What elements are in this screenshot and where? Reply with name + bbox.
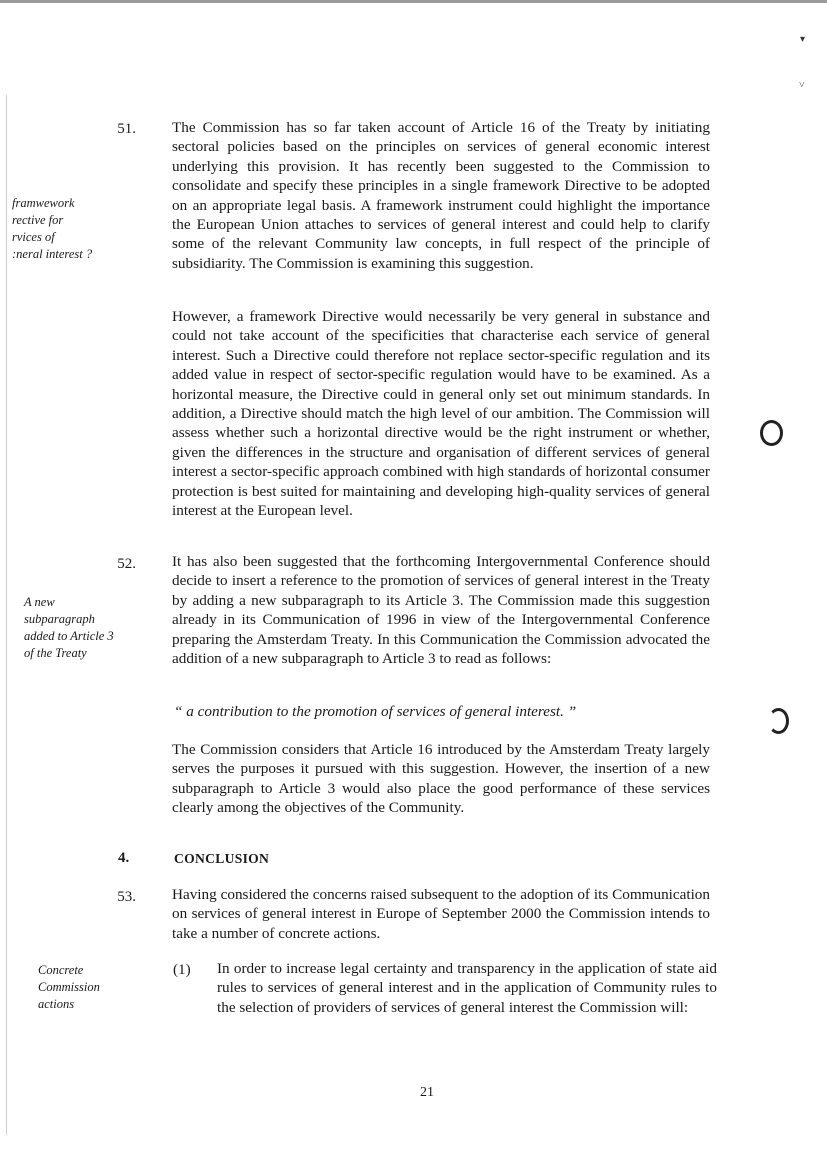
punch-hole-mark — [760, 420, 783, 446]
punch-hole-mark — [768, 708, 789, 734]
margin-note-text: A new subparagraph added to Article 3 of the Treaty — [24, 595, 114, 660]
paragraph-51-continuation: However, a framework Directive would necessarily be very general in substance and could not take account of the specificities that characterise each service of general interest. Such a Directive could therefore not replace sector-specific regulation and its added value in respect of sector-specific regulation would have to be examined. As a horizontal measure, the Directive could in general only set out minimum standards. In addition, a Directive should match the high level of our ambition. The Commission will assess whether such a horizontal directive would be the right instrument or whether, given the differences in the structure and organisation of different services of general interest a sector-specific approach combined with high standards of horizontal consumer protection is best suited for maintaining and developing high-quality services of general interest at the European level. — [172, 308, 710, 520]
paragraph-53-text: Having considered the concerns raised subsequent to the adoption of its Communication on services of general interest in Europe of September 2000 the Commission intends to take a number of concrete actions. — [172, 886, 710, 942]
paragraph-52-text: It has also been suggested that the forthcoming Intergovernmental Conference should decide to insert a reference to the promotion of services of general interest in the Treaty by adding a new subparagraph to its Article 3. The Commission made this suggestion already in its Communication of 1996 in view of the Intergovernmental Conference preparing the Amsterdam Treaty. In this Communication the Commission advocated the addition of a new subparagraph to Article 3 to read as follows: — [172, 553, 710, 668]
page-number: 21 — [420, 1085, 434, 1100]
list-item-marker: (1) — [173, 961, 191, 978]
margin-note-text: Concrete Commission actions — [38, 963, 100, 1011]
paragraph-51-text: The Commission has so far taken account of Article 16 of the Treaty by initiating sectoral policies based on the principles on services of general economic interest underlying this provision. It has recently been suggested to the Commission to consolidate and specify these principles in a single framework Directive to be adopted on an appropriate legal basis. A framework instrument could highlight the importance the European Union attaches to services of general interest and could help to clarify some of the relevant Community law concepts, in full respect of the principle of subsidiarity. The Commission is examining this suggestion. — [172, 119, 710, 272]
paragraph-52-continuation: The Commission considers that Article 16 introduced by the Amsterdam Treaty largely serves the purposes it pursued with this suggestion. However, the insertion of a new subparagraph to Article 3 would also place the good performance of these services clearly among the objectives of the Community. — [172, 741, 710, 817]
paragraph-number-52: 52. — [117, 556, 136, 572]
scan-speck: ▾ — [800, 34, 806, 45]
scan-left-edge — [6, 95, 7, 1135]
margin-note-framework-directive — [12, 195, 152, 263]
paragraph-number-51: 51. — [117, 121, 136, 137]
margin-note-concrete-actions — [38, 962, 178, 1013]
scan-top-edge — [0, 0, 827, 3]
margin-note-new-subparagraph — [24, 594, 164, 662]
scan-speck: ˅ — [799, 80, 805, 91]
margin-note-text: framwework rective for rvices of :neral interest ? — [12, 196, 93, 261]
quoted-subparagraph: “ a contribution to the promotion of services of general interest. ” — [174, 703, 577, 720]
list-item-text: In order to increase legal certainty and transparency in the application of state aid rules to services of general interest and in the application of Community rules to the selection of providers of services of general interest the Commission will: — [217, 960, 717, 1016]
section-heading: CONCLUSION — [174, 851, 270, 866]
paragraph-number-53: 53. — [117, 889, 136, 905]
section-number: 4. — [118, 850, 130, 866]
